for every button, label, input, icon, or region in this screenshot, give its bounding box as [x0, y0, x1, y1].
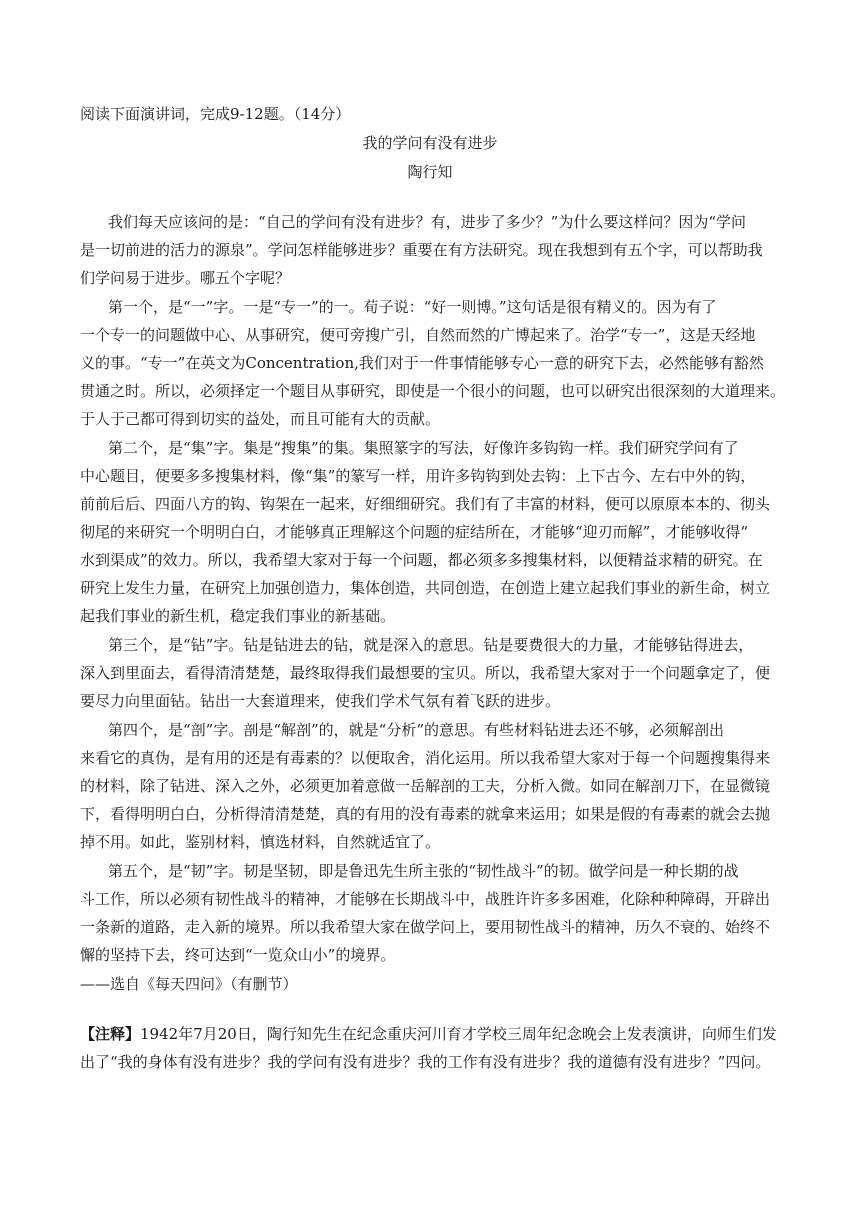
body-line: 起我们事业的新生机，稳定我们事业的新基础。 — [80, 607, 396, 625]
body-line: 斗工作，所以必须有韧性战斗的精神，才能够在长期战斗中，战胜许许多多困难，化除种种障碍，开辟出 — [80, 890, 771, 908]
body-line: 水到渠成”的效力。所以，我希望大家对于每一个问题，都必须多多搜集材料，以便精益求精的研究。在 — [80, 551, 763, 569]
body-line: 一个专一的问题做中心、从事研究，便可旁搜广引，自然而然的广博起来了。治学“专一”，这是天经地 — [80, 326, 756, 344]
note-text-1: 1942年7月20日，陶行知先生在纪念重庆河川育才学校三周年纪念晚会上发表演讲，向师生们发 — [140, 1025, 777, 1043]
body-line: 第一个，是“一”字。一是“专一”的一。荀子说：“好一则博。”这句话是很有精义的。因为有了 — [108, 298, 717, 316]
question-instruction: 阅读下面演讲词，完成9-12题。（14分） — [80, 105, 351, 123]
body-line: 第三个，是“钻”字。钻是钻进去的钻，就是深入的意思。钻是要费很大的力量，才能够钻得进去， — [108, 636, 754, 654]
body-line: 一条新的道路，走入新的境界。所以我希望大家在做学问上，要用韧性战斗的精神，历久不衰的、始终不 — [80, 918, 771, 936]
body-line: 的材料，除了钻进、深入之外，必须更加着意做一岳解剖的工夫，分析入微。如同在解剖刀下，在显微镜 — [80, 777, 771, 795]
speech-title: 我的学问有没有进步 — [362, 134, 498, 152]
speech-author: 陶行知 — [407, 163, 453, 181]
body-line: 是一切前进的活力的源泉”。学问怎样能够进步？重要在有方法研究。现在我想到有五个字，可以帮助我 — [80, 241, 763, 259]
body-line: 掉不用。如此，鉴别材料，慎选材料，自然就适宜了。 — [80, 833, 441, 851]
body-line: 懈的坚持下去，终可达到“一览众山小”的境界。 — [80, 946, 396, 964]
body-line: 深入到里面去，看得清清楚楚，最终取得我们最想要的宝贝。所以，我希望大家对于一个问题拿定了，便 — [80, 664, 771, 682]
note-line-2: 出了“我的身体有没有进步？我的学问有没有进步？我的工作有没有进步？我的道德有没有进步？”四问。 — [80, 1053, 771, 1071]
note-label: 【注释】 — [80, 1025, 141, 1043]
body-line: 贯通之时。所以，必须择定一个题目从事研究，即使是一个很小的问题，也可以研究出很深刻的大道理来。 — [80, 382, 786, 400]
body-line: 于人于己都可得到切实的益处，而且可能有大的贡献。 — [80, 410, 441, 428]
body-line: 前前后后、四面八方的钩、钩架在一起来，好细细研究。我们有了丰富的材料，便可以原原本本的、彻头 — [80, 495, 771, 513]
body-line: 中心题目，便要多多搜集材料，像“集”的篆写一样，用许多钩钩到处去钩：上下古今、左右中外的钩， — [80, 467, 756, 485]
body-line: 我们每天应该问的是：“自己的学问有没有进步？有，进步了多少？”为什么要这样问？因为“学问 — [108, 213, 747, 231]
note-line-1 — [80, 1024, 820, 1044]
source-citation: ——选自《每天四问》（有删节） — [80, 975, 298, 993]
body-line: 第四个，是“剖”字。剖是“解剖”的，就是“分析”的意思。有些材料钻进去还不够，必须解剖出 — [108, 721, 725, 739]
body-line: 要尽力向里面钻。钻出一大套道理来，使我们学术气氛有着飞跃的进步。 — [80, 692, 561, 710]
body-line: 们学问易于进步。哪五个字呢？ — [80, 269, 291, 287]
body-line: 彻尾的来研究一个明明白白，才能够真正理解这个问题的症结所在，才能够“迎刃而解”，才能够收得“ — [80, 523, 749, 541]
body-line: 第二个，是“集”字。集是“搜集”的集。集照篆字的写法，好像许多钩钩一样。我们研究学问有了 — [108, 439, 739, 457]
body-line: 义的事。“专一”在英文为Concentration,我们对于一件事情能够专心一意的研究下去，必然能够有豁然 — [80, 354, 764, 372]
body-line: 第五个，是“韧”字。韧是坚韧，即是鲁迅先生所主张的“韧性战斗”的韧。做学问是一种长期的战 — [108, 862, 739, 880]
body-line: 研究上发生力量，在研究上加强创造力，集体创造，共同创造，在创造上建立起我们事业的新生命，树立 — [80, 579, 771, 597]
body-line: 下，看得明明白白，分析得清清楚楚，真的有用的没有毒素的就拿来运用；如果是假的有毒素的就会去抛 — [80, 805, 771, 823]
body-line: 来看它的真伪，是有用的还是有毒素的？以便取舍，消化运用。所以我希望大家对于每一个问题搜集得来 — [80, 749, 771, 767]
